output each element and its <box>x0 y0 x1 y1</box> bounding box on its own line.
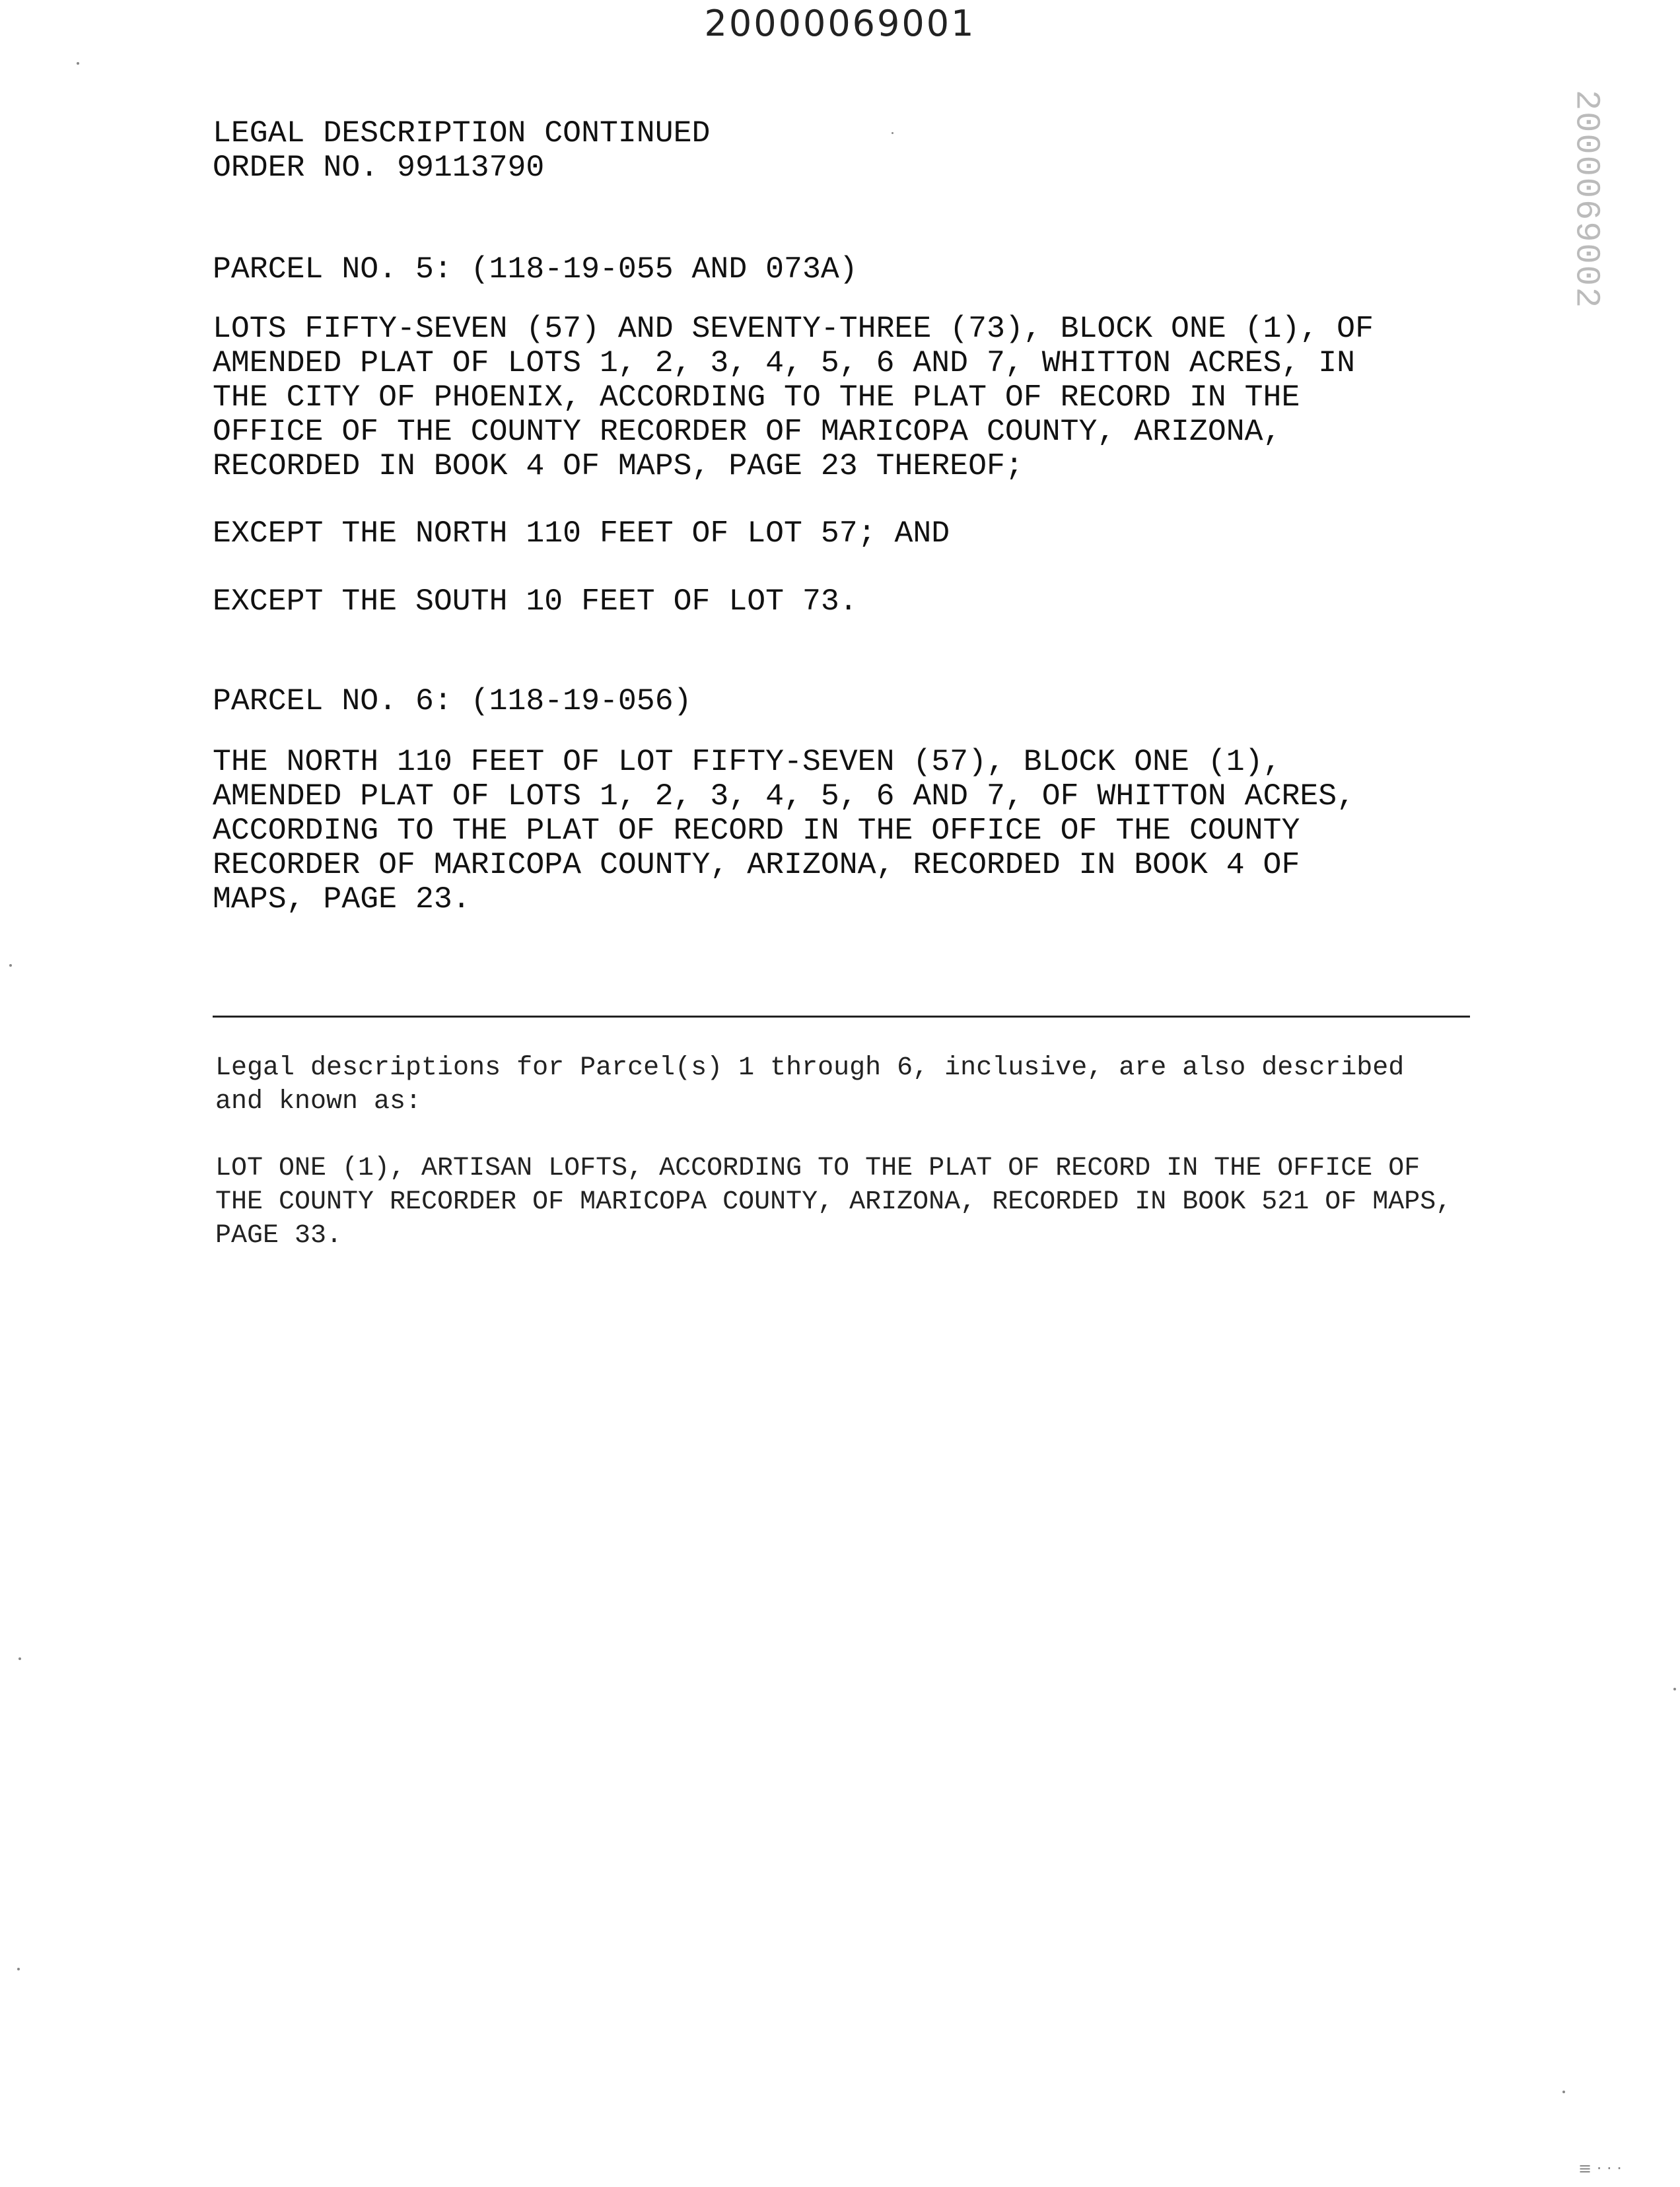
scan-mark: ≡ · · · <box>1578 2159 1622 2178</box>
side-stamp <box>1566 89 1606 310</box>
text-line: LOT ONE (1), ARTISAN LOFTS, ACCORDING TO THE PLAT OF RECORD IN THE OFFICE OF <box>215 1154 1420 1183</box>
order-number: ORDER NO. 99113790 <box>213 150 545 185</box>
scan-speck <box>18 1657 21 1660</box>
text-line: THE COUNTY RECORDER OF MARICOPA COUNTY, ARIZONA, RECORDED IN BOOK 521 OF MAPS, <box>215 1187 1452 1217</box>
parcel-5-description <box>213 312 1374 483</box>
text-line: THE CITY OF PHOENIX, ACCORDING TO THE PLAT OF RECORD IN THE <box>213 380 1300 415</box>
scan-speck <box>77 62 79 65</box>
scan-speck <box>17 1968 20 1970</box>
text-line: AMENDED PLAT OF LOTS 1, 2, 3, 4, 5, 6 AND 7, WHITTON ACRES, IN <box>213 345 1356 380</box>
side-stamp-text: 2000069002 <box>1566 89 1606 310</box>
document-header <box>213 116 710 185</box>
scan-speck <box>1673 1688 1676 1690</box>
parcel-5-title: PARCEL NO. 5: (118-19-055 AND 073A) <box>213 252 858 287</box>
section-divider <box>213 1016 1470 1018</box>
parcel-5-exception-2: EXCEPT THE SOUTH 10 FEET OF LOT 73. <box>213 584 858 619</box>
parcel-6-description <box>213 745 1355 917</box>
parcel-6-title: PARCEL NO. 6: (118-19-056) <box>213 683 692 718</box>
text-line: Legal descriptions for Parcel(s) 1 through 6, inclusive, are also described <box>215 1053 1405 1083</box>
scan-speck <box>1562 2091 1565 2093</box>
scan-speck <box>892 132 893 134</box>
text-line: LOTS FIFTY-SEVEN (57) AND SEVENTY-THREE (73), BLOCK ONE (1), OF <box>213 311 1374 346</box>
text-line: PAGE 33. <box>215 1221 343 1251</box>
text-line: and known as: <box>215 1087 422 1117</box>
parcel-5-exception-1: EXCEPT THE NORTH 110 FEET OF LOT 57; AND <box>213 516 950 551</box>
document-number: 20000069001 <box>704 3 976 44</box>
also-known-as-description <box>215 1152 1452 1253</box>
header-title: LEGAL DESCRIPTION CONTINUED <box>213 116 711 151</box>
also-known-as-intro <box>215 1051 1404 1119</box>
text-line: RECORDED IN BOOK 4 OF MAPS, PAGE 23 THEREOF; <box>213 448 1024 483</box>
text-line: MAPS, PAGE 23. <box>213 882 471 917</box>
text-line: THE NORTH 110 FEET OF LOT FIFTY-SEVEN (57), BLOCK ONE (1), <box>213 744 1282 779</box>
text-line: RECORDER OF MARICOPA COUNTY, ARIZONA, RECORDED IN BOOK 4 OF <box>213 847 1300 882</box>
text-line: OFFICE OF THE COUNTY RECORDER OF MARICOPA COUNTY, ARIZONA, <box>213 414 1282 449</box>
scan-speck <box>9 964 12 967</box>
text-line: ACCORDING TO THE PLAT OF RECORD IN THE OFFICE OF THE COUNTY <box>213 813 1300 848</box>
text-line: AMENDED PLAT OF LOTS 1, 2, 3, 4, 5, 6 AND 7, OF WHITTON ACRES, <box>213 779 1356 814</box>
